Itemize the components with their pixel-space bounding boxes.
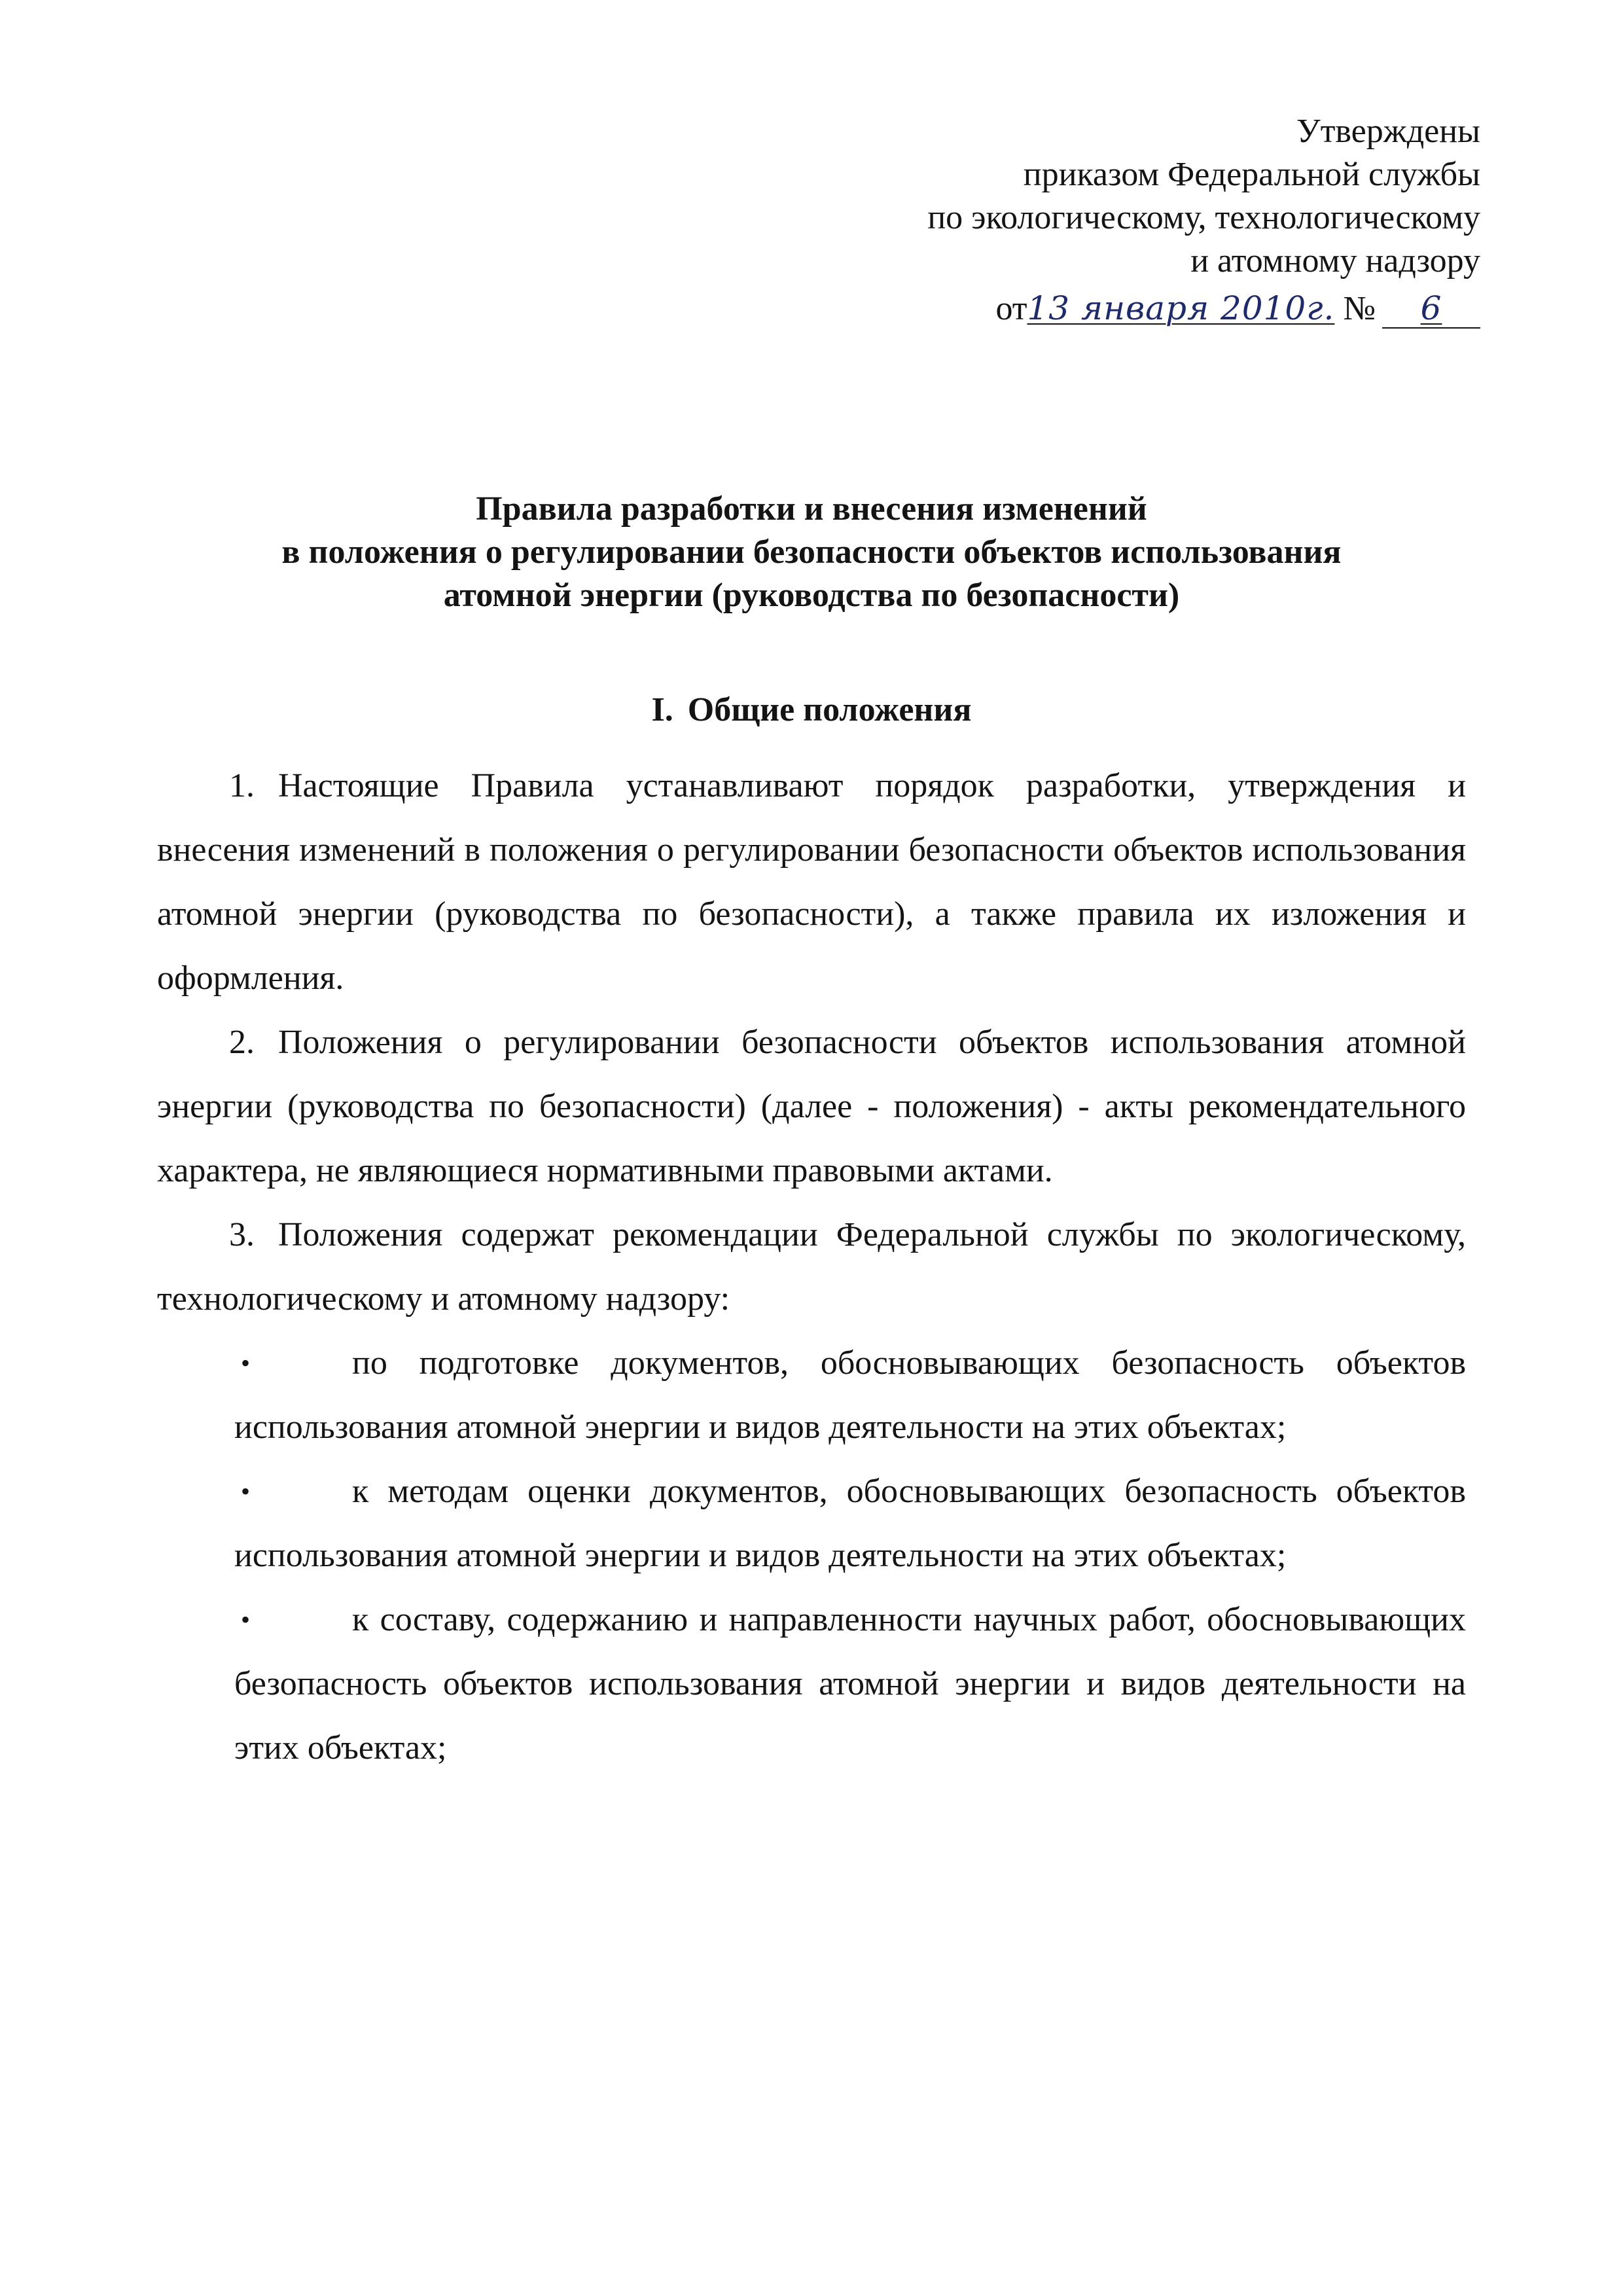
list-item [157, 1460, 1466, 1588]
bullet-icon: • [241, 1348, 251, 1378]
approval-block [927, 110, 1480, 331]
paragraph [157, 1203, 1466, 1331]
paragraph [157, 1011, 1466, 1203]
paragraph-text: Положения о регулировании безопасности объектов использования атомной энергии (руководства по безопасности) (далее - положения) - акты рекомендательного характера, не являющиеся нормативными правовыми актами. [157, 1024, 1466, 1189]
handwritten-date: 13 января 2010г. [1027, 289, 1335, 327]
paragraph [157, 754, 1466, 1011]
document-title [143, 488, 1480, 617]
list-item-text: к составу, содержанию и направленности научных работ, обосновывающих безопасность объектов использования атомной энергии и видов деятельности на этих объектах; [234, 1601, 1466, 1767]
section-number: I. [651, 691, 673, 728]
bullet-list [157, 1331, 1466, 1780]
number-label: № [1343, 290, 1376, 327]
title-line: Правила разработки и внесения изменений [476, 490, 1147, 528]
paragraph-number: 1. [229, 767, 255, 804]
title-line: атомной энергии (руководства по безопасности) [443, 577, 1180, 614]
approval-date-line [927, 287, 1480, 331]
list-item [157, 1331, 1466, 1460]
list-item [157, 1588, 1466, 1780]
paragraph-number: 2. [229, 1024, 255, 1061]
list-item-text: к методам оценки документов, обосновывающих безопасность объектов использования атомной энергии и видов деятельности на этих объектах; [234, 1473, 1466, 1574]
section-title: Общие положения [687, 691, 972, 728]
document-body [157, 754, 1466, 1780]
order-number: 6 [1382, 289, 1480, 329]
title-line: в положения о регулировании безопасности объектов использования [281, 533, 1342, 571]
paragraph-text: Настоящие Правила устанавливают порядок разработки, утверждения и внесения изменений в положения о регулировании безопасности объектов использования атомной энергии (руководства по безопасности), а также правила их изложения и оформления. [157, 767, 1466, 997]
approval-line: по экологическому, технологическому [927, 199, 1480, 236]
bullet-icon: • [241, 1605, 251, 1634]
approval-line: приказом Федеральной службы [1023, 156, 1480, 193]
approval-line: Утверждены [1296, 113, 1480, 150]
section-heading [143, 689, 1480, 732]
approval-line: и атомному надзору [1190, 242, 1480, 279]
list-item-text: по подготовке документов, обосновывающих безопасность объектов использования атомной энергии и видов деятельности на этих объектах; [234, 1344, 1466, 1446]
bullet-icon: • [241, 1477, 251, 1506]
paragraph-number: 3. [229, 1216, 255, 1253]
paragraph-text: Положения содержат рекомендации Федеральной службы по экологическому, технологическому и атомному надзору: [157, 1216, 1466, 1318]
date-prefix: от [995, 290, 1027, 327]
